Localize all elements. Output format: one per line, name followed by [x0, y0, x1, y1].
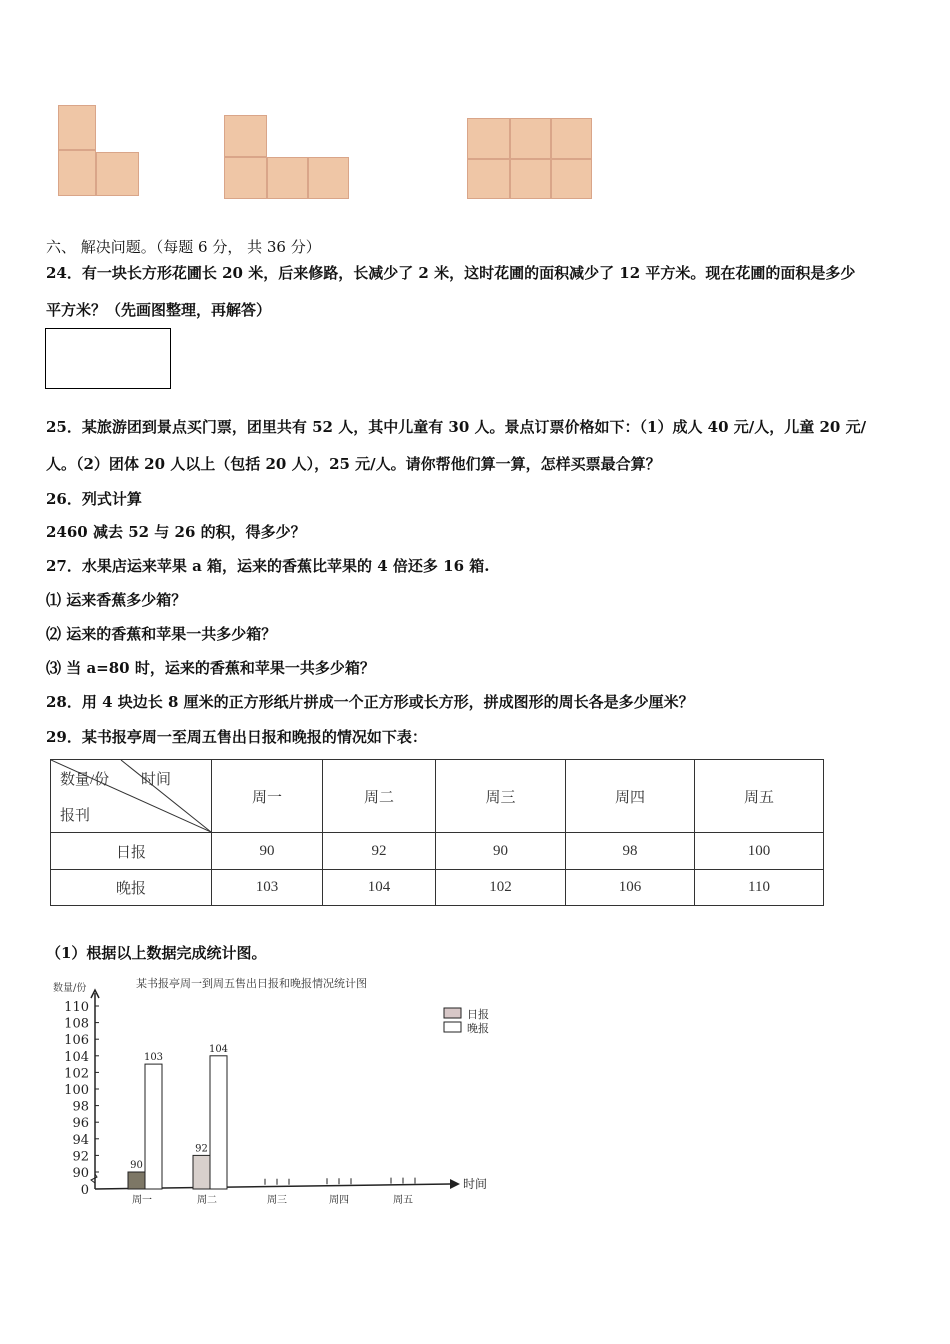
x-axis-arrow	[450, 1179, 460, 1189]
cell: 98	[566, 833, 695, 870]
legend-label: 晚报	[467, 1022, 489, 1035]
question-27-sub3: ⑶ 当 a=80 时，运来的香蕉和苹果一共多少箱？	[46, 659, 375, 677]
sales-table	[50, 759, 824, 906]
bar-value-label: 103	[143, 1052, 164, 1064]
y-tick-label: 90	[72, 1166, 89, 1181]
day-header: 周二	[323, 760, 436, 833]
question-24: 24．有一块长方形花圃长 20 米，后来修路，长减少了 2 米，这时花圃的面积减少了 12 平方米。现在花圃的面积是多少	[46, 264, 856, 282]
chart-title: 某书报亭周一到周五售出日报和晚报情况统计图	[136, 977, 367, 990]
row-label: 日报	[51, 833, 212, 870]
x-tick-label: 周四	[329, 1195, 349, 1206]
question-26-cont: 2460 减去 52 与 26 的积，得多少？	[46, 523, 306, 541]
bar-daily	[128, 1172, 145, 1189]
table-row	[51, 833, 824, 870]
y-tick-label: 104	[64, 1049, 89, 1065]
cell: 103	[212, 870, 323, 906]
y-tick-label: 102	[64, 1066, 89, 1082]
question-27-sub2: ⑵ 运来的香蕉和苹果一共多少箱？	[46, 625, 277, 643]
question-26: 26．列式计算	[46, 490, 142, 508]
cell: 90	[212, 833, 323, 870]
y-tick-label: 100	[64, 1083, 89, 1098]
legend-label: 日报	[467, 1008, 489, 1021]
x-tick-label: 周五	[393, 1195, 413, 1206]
question-25: 25．某旅游团到景点买门票，团里共有 52 人，其中儿童有 30 人。景点订票价格如下：（1）成人 40 元/人，儿童 20 元/	[46, 418, 867, 436]
day-header: 周五	[695, 760, 824, 833]
x-axis-label: 时间	[463, 1177, 488, 1191]
question-27: 27．水果店运来苹果 a 箱，运来的香蕉比苹果的 4 倍还多 16 箱.	[46, 557, 490, 575]
bar-value-label: 92	[195, 1143, 208, 1155]
day-header: 周三	[436, 760, 566, 833]
cell: 100	[695, 833, 824, 870]
cell: 110	[695, 870, 824, 906]
drawing-box[interactable]	[45, 328, 171, 389]
x-tick-label: 周三	[267, 1195, 287, 1206]
x-tick-label: 周一	[132, 1195, 152, 1206]
question-24-cont: 平方米？（先画图整理，再解答）	[46, 301, 272, 319]
question-28: 28．用 4 块边长 8 厘米的正方形纸片拼成一个正方形或长方形，拼成图形的周长各是多少厘米？	[46, 693, 694, 711]
bar-evening	[210, 1056, 227, 1189]
day-header: 周一	[212, 760, 323, 833]
cell: 104	[323, 870, 436, 906]
question-25-cont: 人。（2）团体 20 人以上（包括 20 人），25 元/人。请你帮他们算一算，怎样买票最合算？	[46, 455, 661, 473]
row-label: 晚报	[51, 870, 212, 906]
bar-evening	[145, 1064, 162, 1189]
bar-value-label: 104	[208, 1043, 229, 1055]
y-tick-label: 108	[64, 1016, 89, 1032]
cell: 92	[323, 833, 436, 870]
sub-question: （1）根据以上数据完成统计图。	[46, 944, 267, 962]
cell: 106	[566, 870, 695, 906]
corner-quantity: 数量/份	[60, 772, 110, 788]
y-tick-label: 110	[64, 1000, 89, 1015]
y-axis-label: 数量/份	[53, 983, 87, 994]
y-tick-label: 106	[64, 1033, 89, 1049]
corner-header	[51, 760, 212, 833]
cell: 90	[436, 833, 566, 870]
bar-chart	[0, 960, 950, 1260]
axis-break	[91, 1174, 97, 1183]
y-tick-label: 0	[80, 1183, 89, 1198]
bar-daily	[193, 1155, 210, 1189]
table-row	[51, 870, 824, 906]
y-tick-label: 96	[72, 1116, 89, 1132]
y-tick-label: 98	[72, 1099, 89, 1115]
legend-swatch	[444, 1008, 461, 1018]
x-tick-label: 周二	[197, 1195, 217, 1206]
y-tick-label: 92	[72, 1149, 89, 1165]
corner-paper: 报刊	[60, 808, 91, 824]
cell: 102	[436, 870, 566, 906]
section-title: 六、 解决问题。（每题 6 分， 共 36 分）	[46, 238, 321, 256]
corner-time: 时间	[141, 772, 172, 788]
question-27-sub1: ⑴ 运来香蕉多少箱？	[46, 591, 187, 609]
question-29: 29．某书报亭周一至周五售出日报和晚报的情况如下表：	[46, 728, 427, 746]
bar-value-label: 90	[130, 1160, 143, 1171]
y-tick-label: 94	[72, 1132, 89, 1148]
legend-swatch	[444, 1022, 461, 1032]
day-header: 周四	[566, 760, 695, 833]
